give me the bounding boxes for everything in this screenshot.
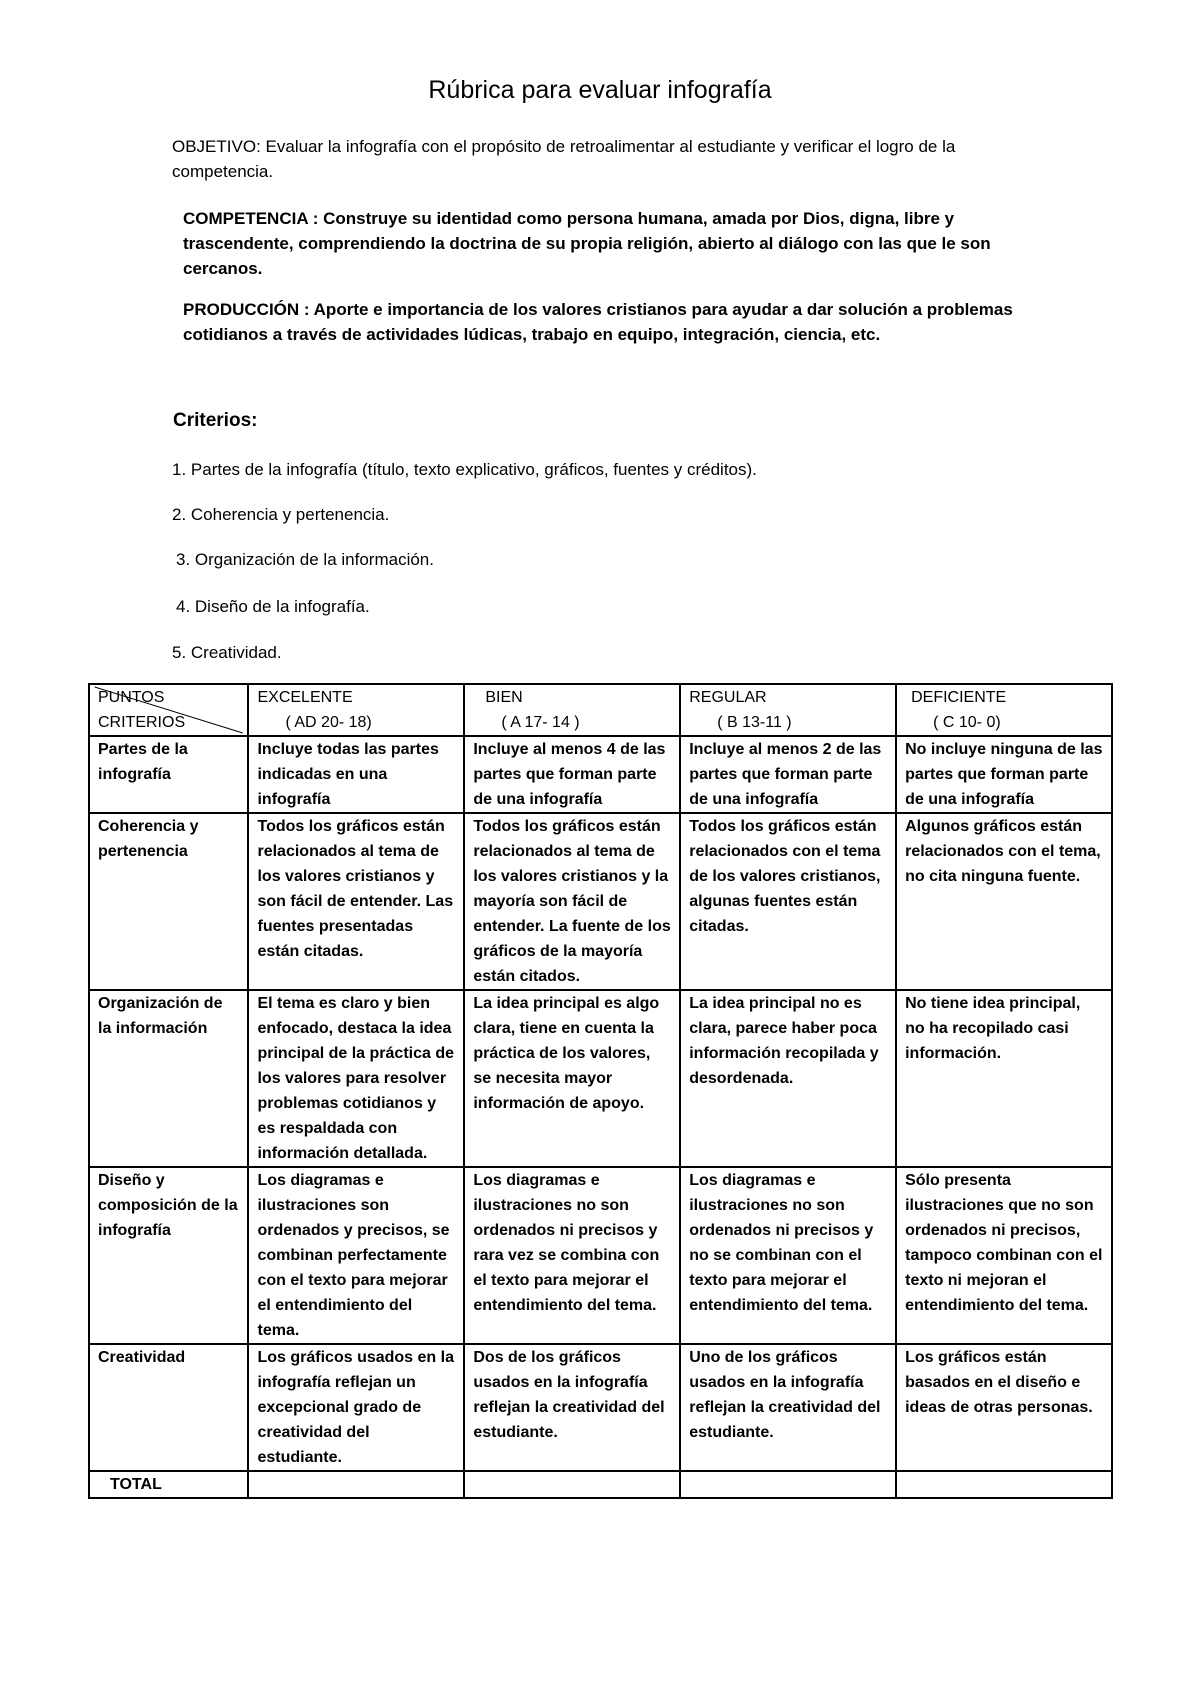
rubric-cell: La idea principal no es clara, parece haber poca información recopilada y desordenada. [680, 990, 896, 1167]
level-range: ( B 13-11 ) [717, 714, 792, 731]
table-row [89, 1344, 1112, 1471]
level-header [896, 684, 1112, 736]
rubric-cell: La idea principal es algo clara, tiene en cuenta la práctica de los valores, se necesita mayor información de apoyo. [464, 990, 680, 1167]
total-cell [248, 1471, 464, 1498]
level-name: EXCELENTE [257, 689, 353, 706]
produccion-label: PRODUCCIÓN : [183, 300, 310, 319]
rubric-cell: Los diagramas e ilustraciones no son ordenados ni precisos y no se combinan con el texto para mejorar el entendimiento del tema. [680, 1167, 896, 1344]
criterion-cell: Coherencia y pertenencia [89, 813, 248, 990]
corner-cell [89, 684, 248, 736]
corner-top-label: PUNTOS [98, 689, 165, 706]
rubric-cell: El tema es claro y bien enfocado, destaca la idea principal de la práctica de los valores para resolver problemas cotidianos y es respaldada con información detallada. [248, 990, 464, 1167]
rubric-cell: Los diagramas e ilustraciones son ordenados y precisos, se combinan perfectamente con el texto para mejorar el entendimiento del tema. [248, 1167, 464, 1344]
rubric-cell: Los diagramas e ilustraciones no son ordenados ni precisos y rara vez se combina con el texto para mejorar el entendimiento del tema. [464, 1167, 680, 1344]
rubric-cell: Sólo presenta ilustraciones que no son ordenados ni precisos, tampoco combinan con el texto ni mejoran el entendimiento del tema. [896, 1167, 1112, 1344]
table-row [89, 990, 1112, 1167]
criterion-cell: Partes de la infografía [89, 736, 248, 813]
diagonal-divider [90, 685, 247, 735]
criterio-item: 3. Organización de la información. [176, 550, 434, 569]
criterion-cell: Creatividad [89, 1344, 248, 1471]
criterion-cell: Organización de la información [89, 990, 248, 1167]
document-title: Rúbrica para evaluar infografía [428, 76, 772, 104]
total-row [89, 1471, 1112, 1498]
rubric-table [88, 683, 1113, 1499]
level-name: REGULAR [689, 689, 767, 706]
rubric-cell: Dos de los gráficos usados en la infografía reflejan la creatividad del estudiante. [464, 1344, 680, 1471]
rubric-cell: Incluye al menos 4 de las partes que forman parte de una infografía [464, 736, 680, 813]
level-range: ( AD 20- 18) [285, 714, 372, 731]
level-header [464, 684, 680, 736]
rubric-cell: Uno de los gráficos usados en la infografía reflejan la creatividad del estudiante. [680, 1344, 896, 1471]
competencia-label: COMPETENCIA : [183, 209, 319, 228]
rubric-cell: Todos los gráficos están relacionados con el tema de los valores cristianos, algunas fuentes están citadas. [680, 813, 896, 990]
objetivo-text: Evaluar la infografía con el propósito de retroalimentar al estudiante y verificar el logro de la competencia. [172, 137, 956, 181]
rubric-cell: No tiene idea principal, no ha recopilado casi información. [896, 990, 1112, 1167]
criterion-cell: Diseño y composición de la infografía [89, 1167, 248, 1344]
level-range: ( A 17- 14 ) [501, 714, 580, 731]
rubric-cell: Los gráficos usados en la infografía reflejan un excepcional grado de creatividad del estudiante. [248, 1344, 464, 1471]
criterios-heading: Criterios: [173, 410, 258, 431]
criterio-item: 5. Creatividad. [172, 643, 282, 662]
level-header [248, 684, 464, 736]
table-row [89, 736, 1112, 813]
objetivo-label: OBJETIVO: [172, 137, 261, 156]
level-range: ( C 10- 0) [933, 714, 1001, 731]
total-cell [896, 1471, 1112, 1498]
total-cell [464, 1471, 680, 1498]
corner-bottom-label: CRITERIOS [98, 714, 186, 731]
criterio-item: 1. Partes de la infografía (título, texto explicativo, gráficos, fuentes y créditos). [172, 460, 757, 479]
criterio-item: 4. Diseño de la infografía. [176, 597, 370, 616]
level-header [680, 684, 896, 736]
rubric-cell: Incluye todas las partes indicadas en una infografía [248, 736, 464, 813]
table-header-row [89, 684, 1112, 736]
competencia-text: Construye su identidad como persona humana, amada por Dios, digna, libre y trascendente, comprendiendo la doctrina de su propia religión, abierto al diálogo con las que le son cercanos. [183, 209, 991, 278]
produccion-text: Aporte e importancia de los valores cristianos para ayudar a dar solución a problemas cotidianos a través de actividades lúdicas, trabajo en equipo, integración, ciencia, etc. [183, 300, 1013, 344]
produccion-paragraph [183, 297, 1043, 347]
rubric-cell: No incluye ninguna de las partes que forman parte de una infografía [896, 736, 1112, 813]
rubric-cell: Todos los gráficos están relacionados al tema de los valores cristianos y son fácil de entender. Las fuentes presentadas están citadas. [248, 813, 464, 990]
table-row [89, 813, 1112, 990]
rubric-cell: Los gráficos están basados en el diseño e ideas de otras personas. [896, 1344, 1112, 1471]
rubric-cell: Incluye al menos 2 de las partes que forman parte de una infografía [680, 736, 896, 813]
rubric-cell: Algunos gráficos están relacionados con el tema, no cita ninguna fuente. [896, 813, 1112, 990]
total-label: TOTAL [89, 1471, 248, 1498]
competencia-paragraph [183, 206, 1043, 281]
criterio-item: 2. Coherencia y pertenencia. [172, 505, 390, 524]
table-row [89, 1167, 1112, 1344]
total-cell [680, 1471, 896, 1498]
rubric-cell: Todos los gráficos están relacionados al tema de los valores cristianos y la mayoría son fácil de entender. La fuente de los gráficos de la mayoría están citados. [464, 813, 680, 990]
objetivo-paragraph [172, 134, 1042, 184]
level-name: DEFICIENTE [911, 689, 1007, 706]
level-name: BIEN [485, 689, 523, 706]
